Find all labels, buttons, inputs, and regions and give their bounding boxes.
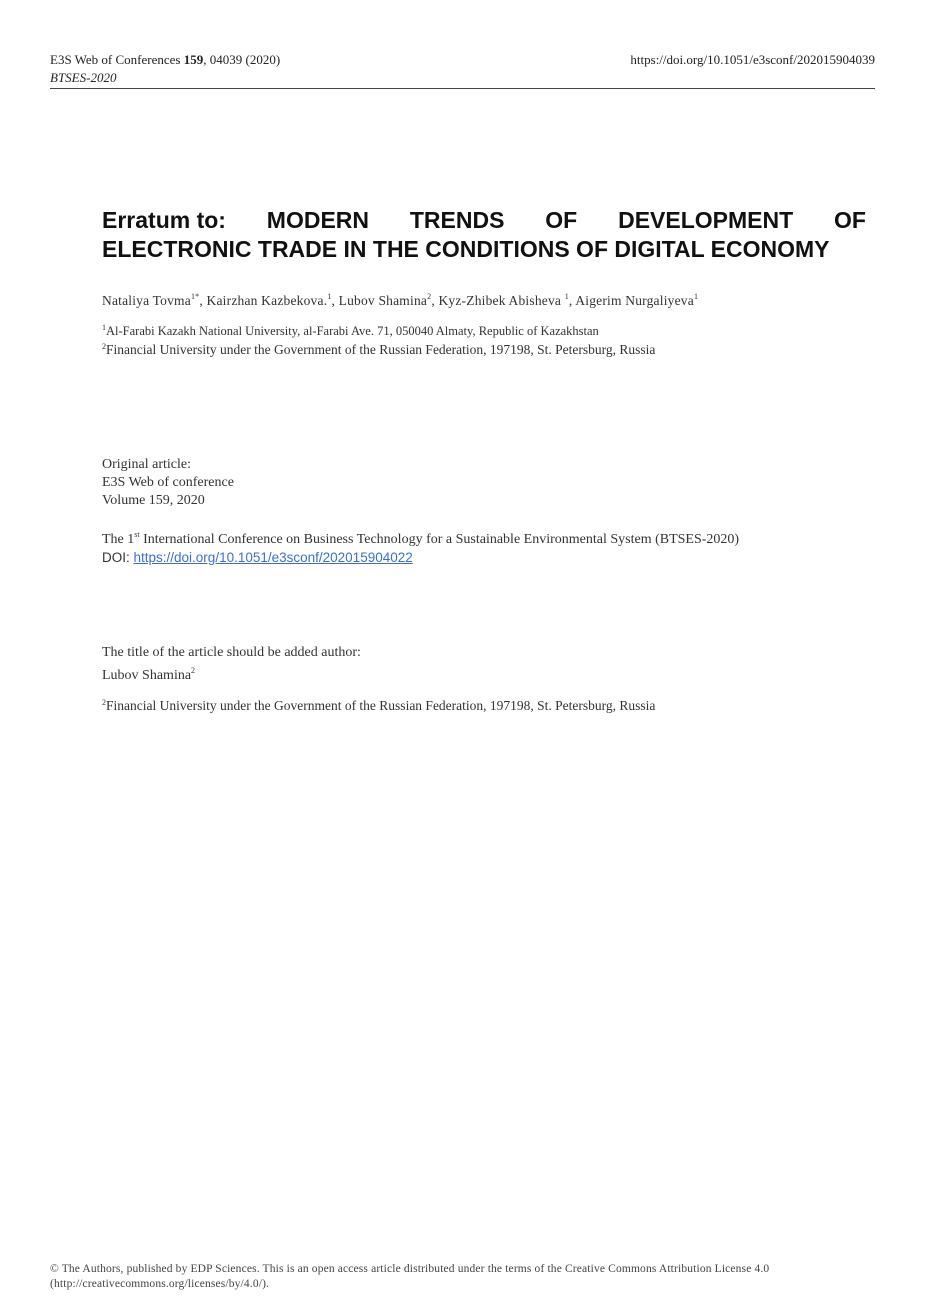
- header-doi-link[interactable]: https://doi.org/10.1051/e3sconf/202015904039: [630, 52, 875, 67]
- author-name: Lubov Shamina: [338, 293, 428, 308]
- ordinal-suffix: st: [134, 530, 140, 539]
- author-separator: ,: [331, 293, 339, 308]
- affiliation-1-text: Al-Farabi Kazakh National University, al-Farabi Ave. 71, 050040 Almaty, Republic of Kazakhstan: [106, 324, 599, 338]
- author-affiliation-marker: 1*: [190, 292, 200, 301]
- author-name: Aigerim Nurgaliyeva: [575, 293, 694, 308]
- original-article-label: Original article:: [102, 457, 192, 472]
- added-author-name: Lubov Shamina: [102, 668, 192, 683]
- title-line-1: [102, 206, 866, 235]
- original-article-journal: E3S Web of conference: [102, 475, 234, 490]
- original-article-volume: Volume 159, 2020: [102, 493, 205, 508]
- author-name: Nataliya Tovma: [102, 293, 191, 308]
- author-affiliation-marker: 1: [564, 292, 569, 301]
- added-affiliation-marker: 2: [102, 698, 106, 707]
- added-author-affiliation: [102, 698, 655, 714]
- author: [207, 293, 339, 308]
- affiliation-1-marker: 1: [102, 323, 106, 332]
- original-doi-link[interactable]: https://doi.org/10.1051/e3sconf/202015904022: [133, 550, 413, 565]
- title-prefix: Erratum to:: [102, 207, 226, 233]
- header-divider: [50, 88, 875, 89]
- author-separator: ,: [431, 293, 439, 308]
- title-line-2: ELECTRONIC TRADE IN THE CONDITIONS OF DIGITAL ECONOMY: [102, 236, 830, 262]
- erratum-note: [102, 644, 361, 685]
- journal-name: E3S Web of Conferences: [50, 52, 184, 67]
- author: [575, 293, 698, 308]
- erratum-note-text: The title of the article should be added author:: [102, 645, 361, 660]
- affiliation-2-text: Financial University under the Government of the Russian Federation, 197198, St. Petersburg, Russia: [106, 342, 656, 357]
- journal-citation: [50, 52, 280, 68]
- added-author: [102, 662, 361, 685]
- author-name: Kairzhan Kazbekova.: [206, 293, 328, 308]
- doi-label: DOI:: [102, 550, 134, 565]
- journal-volume: 159: [183, 52, 204, 67]
- author-affiliation-marker: 1: [327, 292, 332, 301]
- author-list: [102, 292, 698, 309]
- conference-name: The 1st International Conference on Business Technology for a Sustainable Environmental System (BTSES-2020): [102, 530, 740, 547]
- conference-tag: BTSES-2020: [50, 70, 117, 85]
- added-author-marker: 2: [191, 666, 196, 675]
- author: [102, 293, 207, 308]
- author-separator: ,: [568, 293, 576, 308]
- title-word: MODERN: [266, 207, 370, 233]
- author-affiliation-marker: 2: [427, 292, 432, 301]
- author: [339, 293, 439, 308]
- affiliation-1: [102, 323, 599, 339]
- license-footer: [50, 1262, 875, 1292]
- title-word: TRENDS: [409, 207, 505, 233]
- author-affiliation-marker: 1: [693, 292, 699, 301]
- title-word: OF: [834, 207, 866, 233]
- affiliation-2: [102, 342, 655, 358]
- title-word: DEVELOPMENT: [618, 207, 794, 233]
- conference-block: [102, 526, 739, 568]
- original-article-block: [102, 456, 234, 510]
- author-name: Kyz-Zhibek Abisheva: [438, 293, 565, 308]
- affiliation-2-marker: 2: [102, 342, 106, 351]
- author: [438, 293, 575, 308]
- author-separator: ,: [199, 293, 207, 308]
- article-title: [102, 206, 866, 264]
- license-text: © The Authors, published by EDP Sciences. This is an open access article distributed under the terms of the Creative Commons Attribution License 4.0: [50, 1263, 770, 1275]
- doi-line: [102, 549, 739, 568]
- article-number: , 04039 (2020): [203, 52, 281, 67]
- title-word: OF: [545, 207, 578, 233]
- license-link[interactable]: (http://creativecommons.org/licenses/by/4.0/).: [50, 1278, 270, 1290]
- added-affiliation-text: Financial University under the Government of the Russian Federation, 197198, St. Petersburg, Russia: [106, 698, 656, 713]
